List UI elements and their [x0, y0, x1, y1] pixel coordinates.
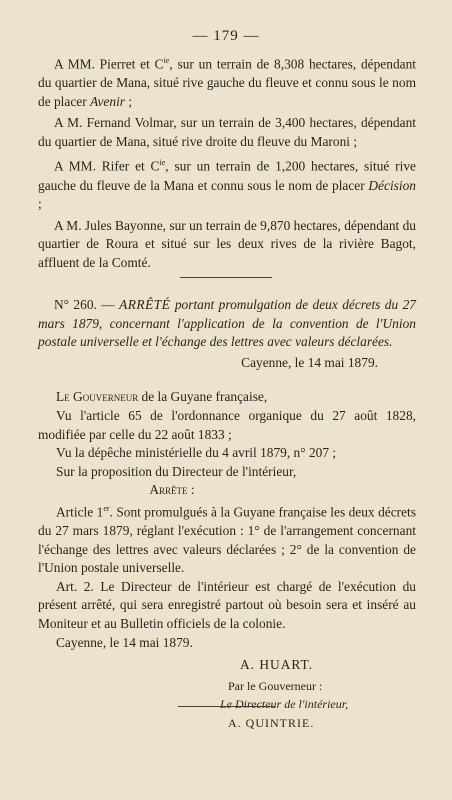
concession-text: A MM. Rifer et C — [54, 158, 160, 174]
vu-paragraph: Vu la dépêche ministérielle du 4 avril 1879, n° 207 ; — [56, 445, 337, 461]
governor-line — [38, 388, 416, 407]
superscript: ie — [159, 158, 166, 168]
director-title-text: Le Directeur de l'intérieur, — [220, 697, 349, 712]
concession-paragraph — [38, 217, 416, 273]
page-number: — 179 — — [192, 28, 260, 44]
director-name: A. QUINTRIE. — [228, 715, 315, 730]
vu-paragraph: Vu l'article 65 de l'ordonnance organique du 27 août 1828, modifiée par celle du 22 août 1833 ; — [38, 407, 416, 442]
arrete-heading — [38, 296, 416, 352]
article-text: Article 1 — [56, 504, 104, 520]
placer-name: Décision — [368, 177, 416, 193]
closing-date: Cayenne, le 14 mai 1879. — [56, 634, 193, 650]
arrete-block — [38, 296, 416, 733]
article-2: Art. 2. Le Directeur de l'intérieur est chargé de l'exécution du présent arrêté, qui sera enregistré partout où besoin sera et inséré au Moniteur et au Bulletin officiels de la colonie. — [38, 578, 416, 631]
concession-text: , sur un terrain de 8,308 hectares, dépendant du quartier de Mana, situé rive gauche du fleuve et connu sous le nom de placer — [38, 56, 416, 109]
section-divider — [180, 277, 272, 278]
signer-name: A. HUART. — [240, 657, 314, 673]
superscript: er — [103, 503, 110, 513]
article-1 — [38, 500, 416, 578]
placer-name: Avenir — [90, 93, 126, 109]
par-le-gouverneur: Par le Gouverneur : — [228, 678, 323, 693]
superscript: ie — [163, 56, 170, 65]
concession-paragraph — [38, 154, 416, 213]
director-title — [220, 695, 416, 714]
signature-block — [38, 656, 416, 732]
arrete-number: N° 260. — — [54, 297, 120, 312]
article-text: . Sont promulgués à la Guyane française les deux décrets du 27 mars 1879, réglant l'exécution : 1° de l'arrangement concernant l'échange des lettres avec valeurs déclarées ; 2° de la convention de l'Union postale universelle. — [38, 504, 416, 576]
place-date: Cayenne, le 14 mai 1879. — [241, 354, 378, 370]
concession-text: , sur un terrain de 1,200 hectares, situé rive gauche du fleuve de la Mana et connu sous le nom de placer — [38, 158, 416, 193]
arrete-label: Arrête : — [149, 482, 195, 498]
arrete-title: ARRÊTÉ — [119, 297, 171, 312]
concession-text: ; — [38, 196, 42, 212]
concession-text: A M. Jules Bayonne, sur un terrain de 9,870 hectares, dépendant du quartier de Roura et situé sur les deux rives de la rivière Bagot, affluent de la Comté. — [38, 217, 416, 270]
concession-text: A MM. Pierret et C — [54, 56, 164, 72]
concession-text: A M. Fernand Volmar, sur un terrain de 3,400 hectares, dépendant du quartier de Mana, situé rive droite du fleuve du Maroni ; — [38, 115, 416, 149]
governor-text: de la Guyane française, — [138, 389, 268, 405]
concession-paragraph — [38, 114, 416, 151]
concession-paragraph — [38, 52, 416, 111]
proposition-line: Sur la proposition du Directeur de l'intérieur, — [56, 463, 297, 479]
arrete-subject: portant promulgation de deux décrets du 27 mars 1879, concernant l'application de la convention de l'Union postale universelle et l'échange des lettres avec valeurs déclarées. — [38, 297, 416, 350]
bottom-divider — [178, 706, 274, 707]
governor-title: Le Gouverneur — [56, 389, 139, 405]
concession-text: ; — [125, 93, 133, 109]
concessions-block — [38, 52, 416, 272]
